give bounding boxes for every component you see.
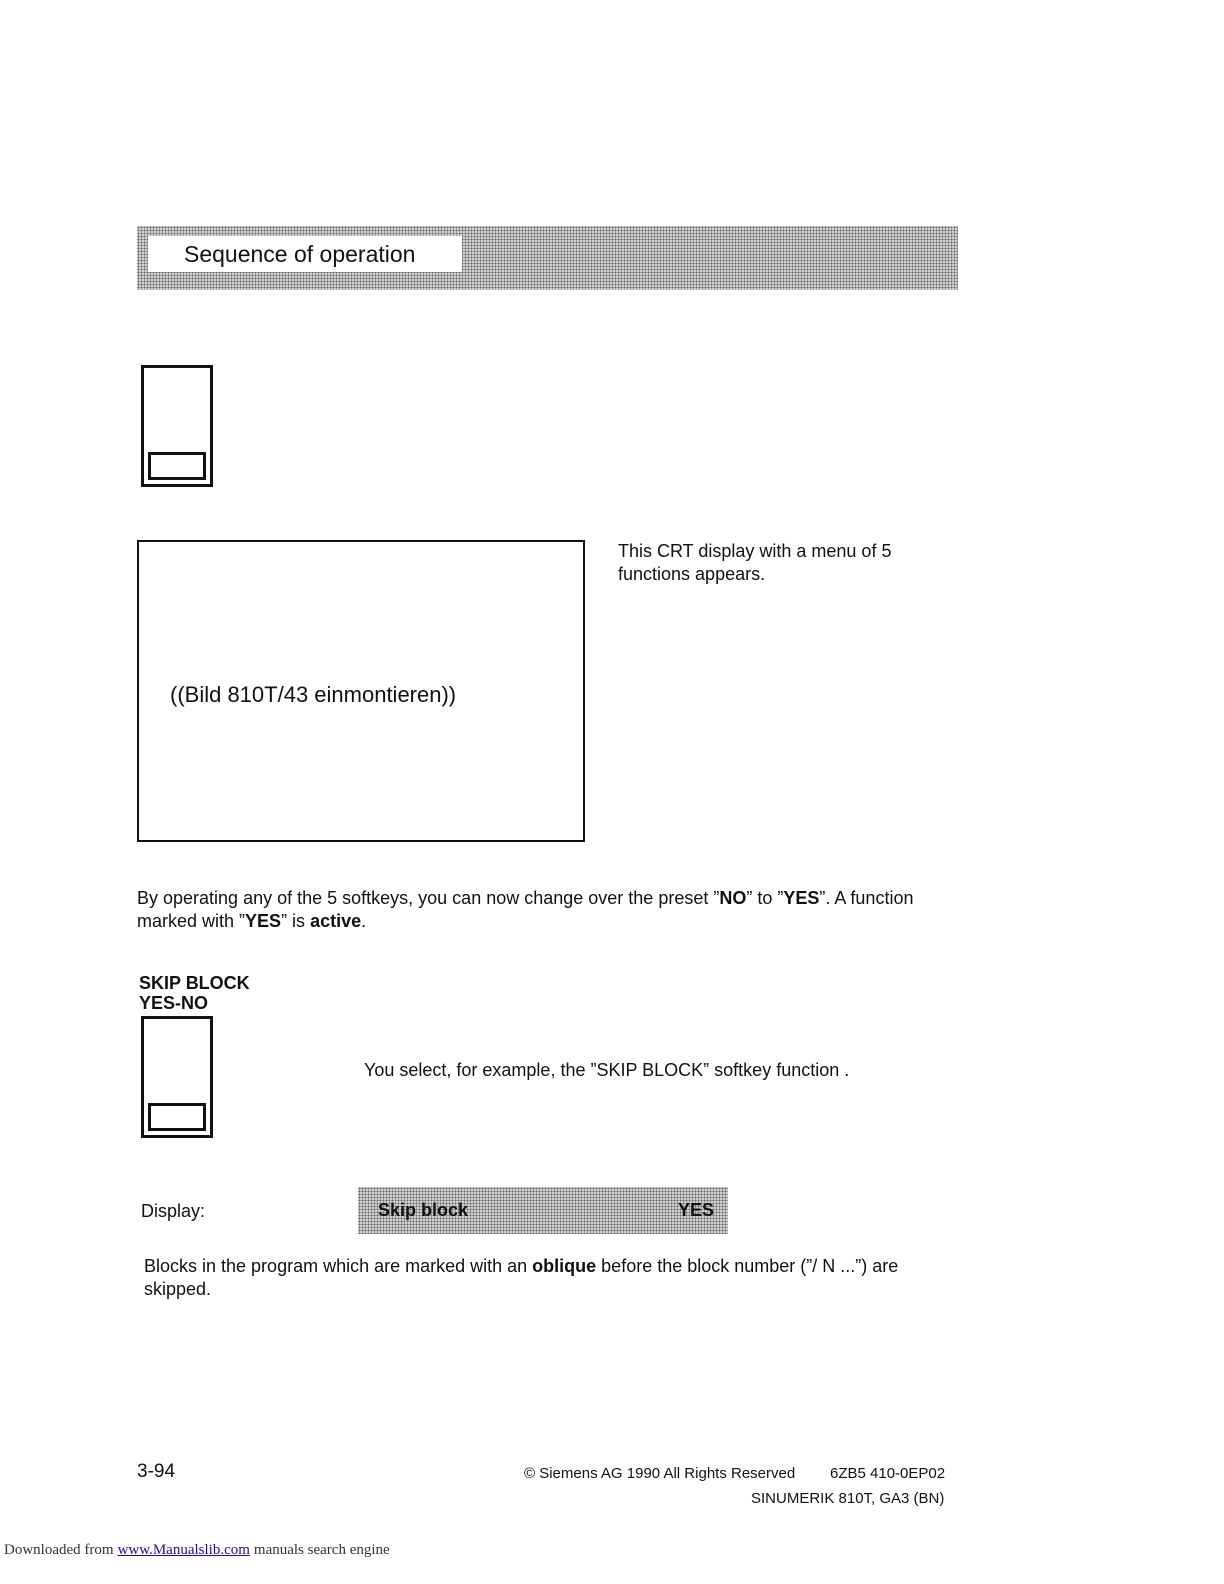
- softkey-label-line1: SKIP BLOCK: [139, 973, 250, 993]
- skip-block-softkey-icon: [141, 1016, 213, 1138]
- download-note: [4, 1542, 390, 1559]
- bold-yes: YES: [245, 911, 282, 931]
- download-prefix: Downloaded from: [4, 1542, 114, 1558]
- text: ” to ”: [746, 888, 784, 908]
- text: Blocks in the program which are marked with an: [144, 1256, 533, 1276]
- bold-yes: YES: [783, 888, 820, 908]
- display-value: YES: [678, 1200, 715, 1220]
- select-instruction: You select, for example, the ”SKIP BLOCK” softkey function .: [364, 1060, 850, 1080]
- section-title: Sequence of operation: [148, 236, 462, 272]
- text: before the block number (”/ N ...”) are skipped.: [144, 1256, 899, 1299]
- bold-no: NO: [719, 888, 747, 908]
- display-label: Display:: [141, 1201, 206, 1221]
- paragraph-oblique: [144, 1255, 904, 1301]
- softkey-label: [139, 973, 250, 1013]
- display-item: Skip block: [378, 1200, 469, 1220]
- softkey-inner-icon: [148, 1103, 206, 1131]
- bold-active: active: [310, 911, 362, 931]
- document-code: 6ZB5 410-0EP02: [830, 1465, 946, 1482]
- bold-oblique: oblique: [532, 1256, 597, 1276]
- page-number: 3-94: [137, 1461, 176, 1482]
- manualslib-link[interactable]: www.Manualslib.com: [117, 1542, 250, 1558]
- text: ”. A function marked with ”: [137, 888, 914, 931]
- download-suffix: manuals search engine: [253, 1542, 390, 1558]
- copyright: © Siemens AG 1990 All Rights Reserved: [524, 1465, 796, 1482]
- softkey-icon: [141, 365, 213, 487]
- crt-description: This CRT display with a menu of 5 functions appears.: [618, 541, 892, 584]
- text: By operating any of the 5 softkeys, you can now change over the preset ”: [137, 888, 720, 908]
- crt-placeholder-text: ((Bild 810T/43 einmontieren)): [170, 682, 457, 707]
- text: ” is: [281, 911, 311, 931]
- text: .: [361, 911, 367, 931]
- paragraph-softkeys: [137, 887, 937, 933]
- softkey-label-line2: YES-NO: [139, 993, 209, 1013]
- softkey-inner-icon: [148, 452, 206, 480]
- product-name: SINUMERIK 810T, GA3 (BN): [751, 1490, 945, 1507]
